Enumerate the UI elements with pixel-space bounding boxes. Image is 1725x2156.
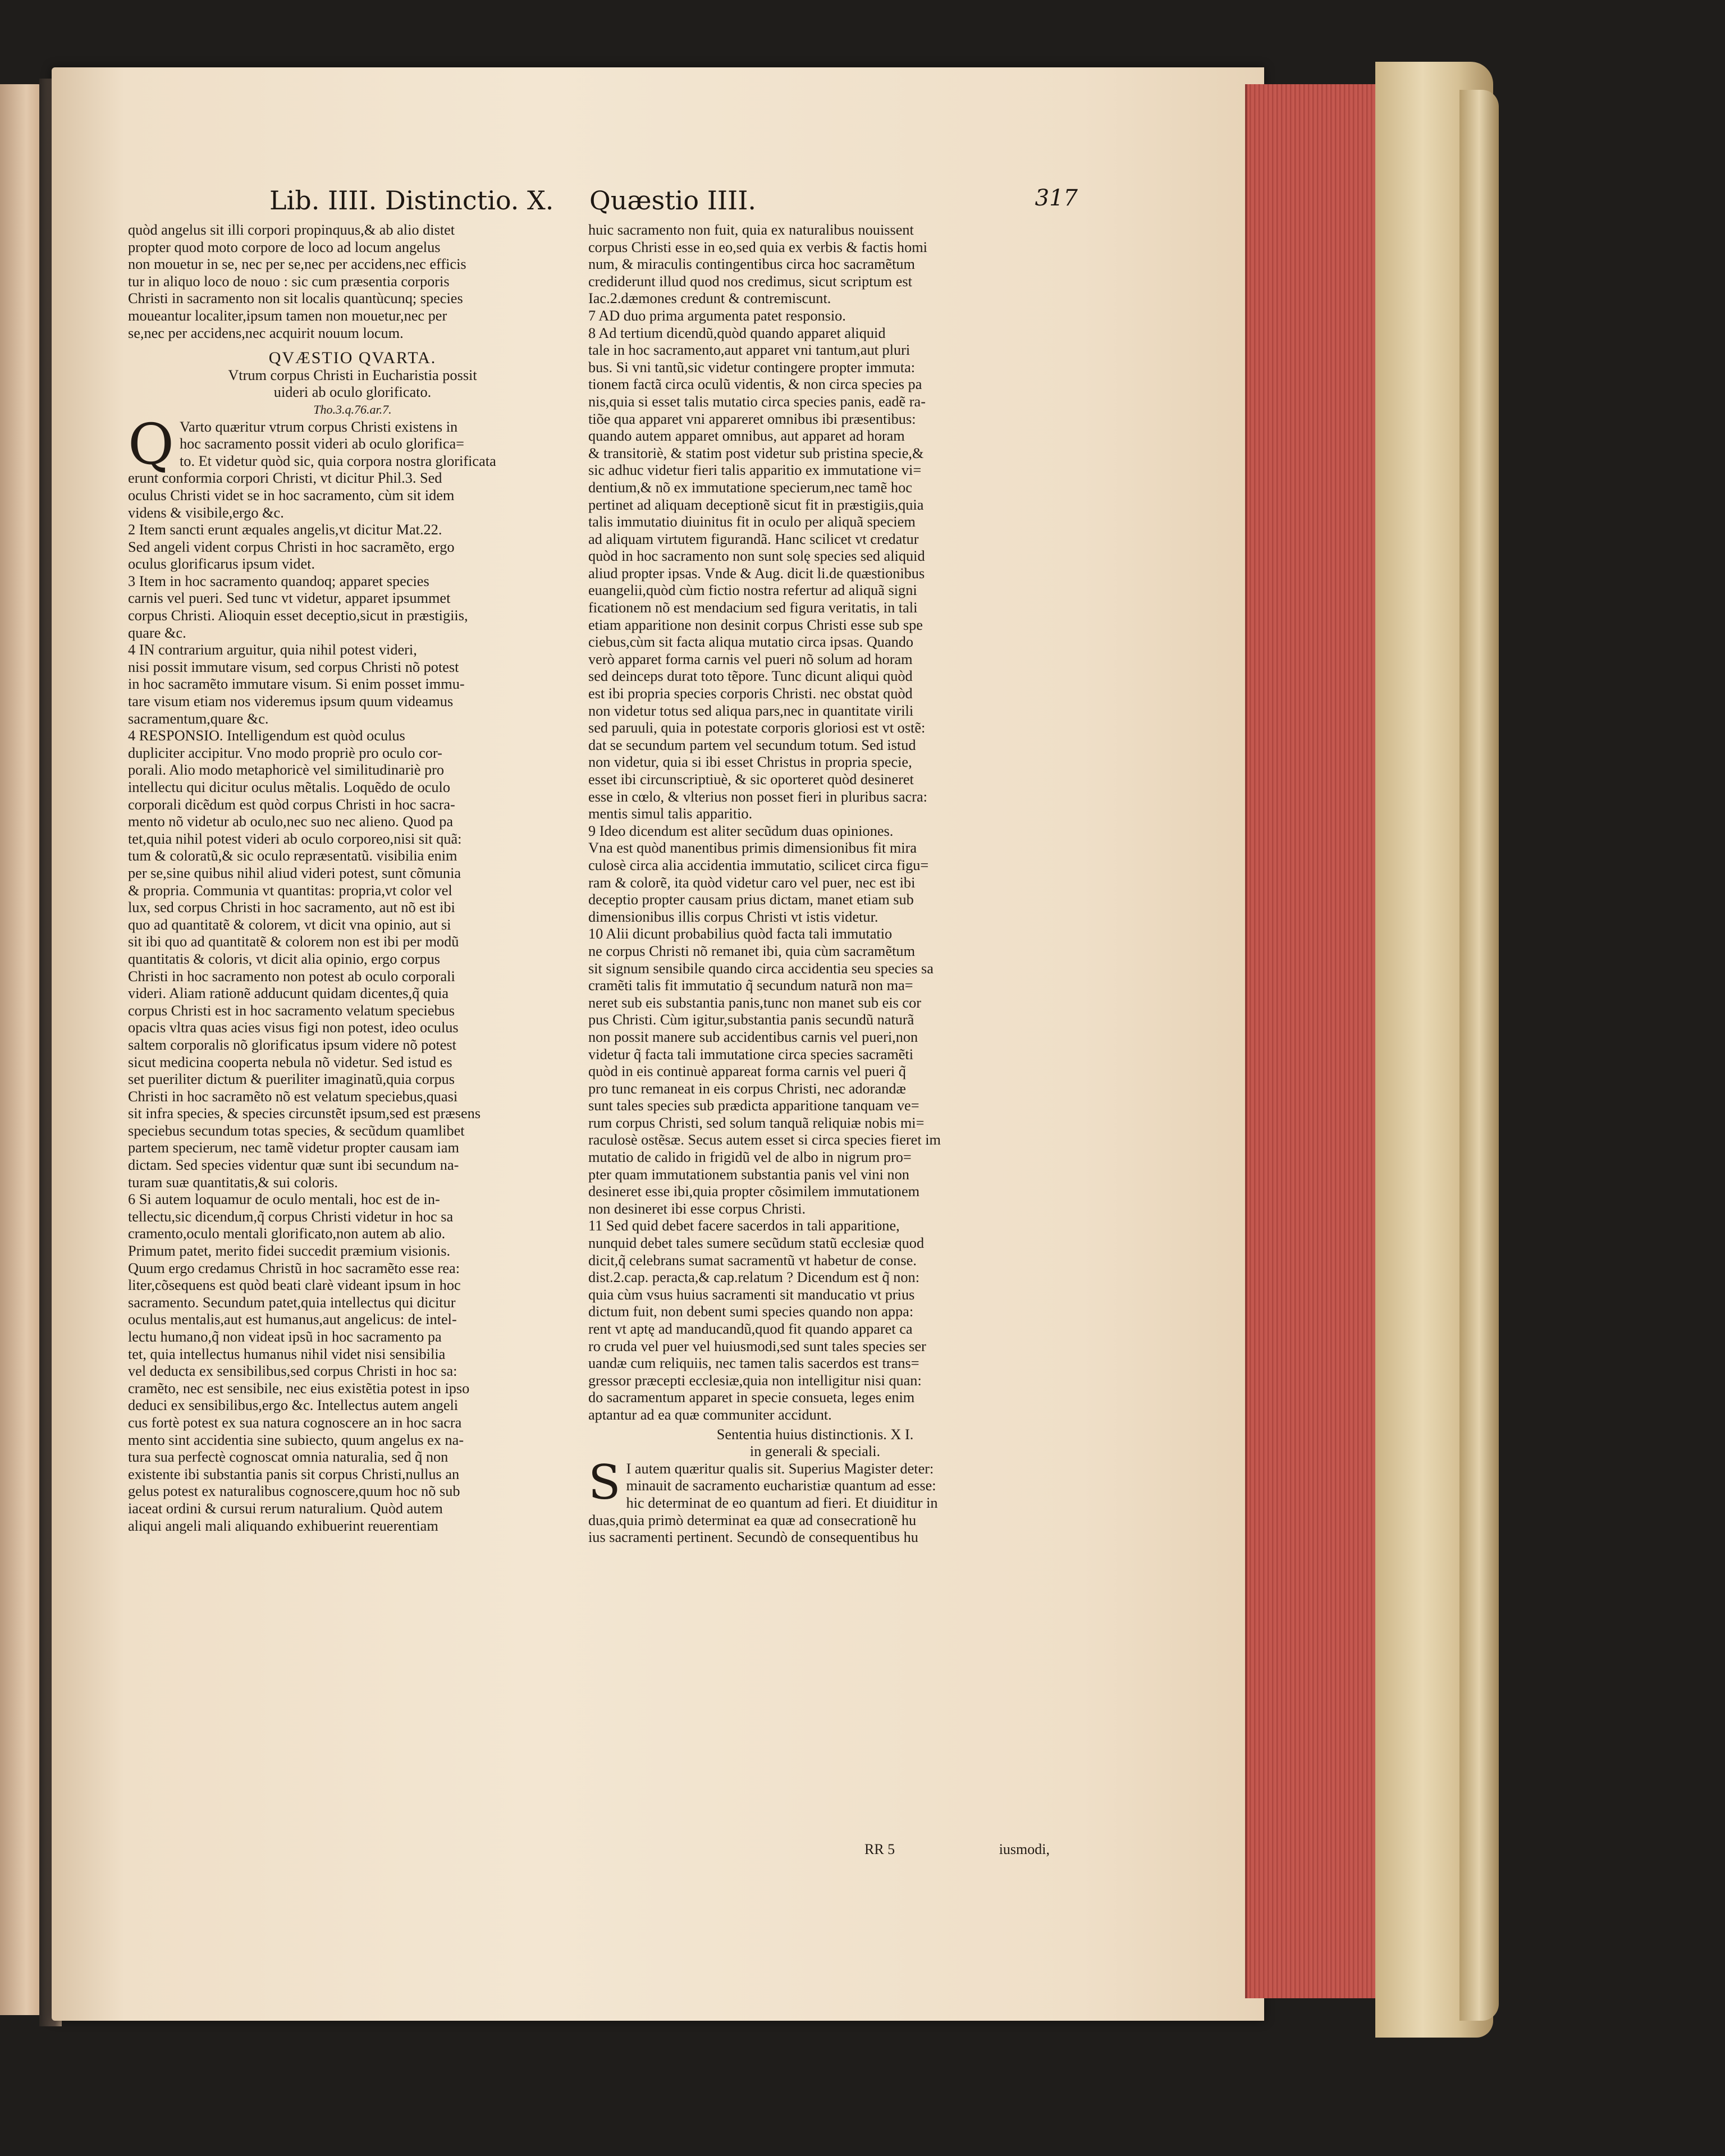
- text-line: quare &c.: [128, 624, 186, 641]
- text-line: non desineret ibi esse corpus Christi.: [588, 1200, 806, 1217]
- right-column: [588, 222, 1042, 1546]
- text-line: lectu humano,q̃ non videat ipsũ in hoc sacramento pa: [128, 1329, 442, 1345]
- text-line: culosè circa alia accidentia immutatio, scilicet circa figu=: [588, 857, 929, 873]
- sententia-title-2: in generali & speciali.: [749, 1443, 881, 1460]
- binding-fold: [1459, 90, 1499, 2021]
- question-title: QVÆSTIO QVARTA.: [268, 349, 437, 368]
- text-line: 9 Ideo dicendum est aliter secũdum duas opiniones.: [588, 822, 894, 839]
- text-line: sed deinceps durat toto tẽpore. Tunc dicunt aliqui quòd: [588, 668, 913, 685]
- text-line: ius sacramenti pertinent. Secundò de consequentibus hu: [588, 1529, 918, 1546]
- sententia-body: [588, 1454, 1042, 1546]
- text-line: sit ibi quo ad quantitatẽ & colorem non est ibi per modũ: [128, 933, 459, 950]
- text-line: mutatio de calido in frigidũ vel de albo in nigrum pro=: [588, 1149, 912, 1166]
- text-line: per se,sine quibus nihil aliud videri potest, sunt cõmunia: [128, 864, 461, 881]
- text-line: rum corpus Christi, sed solum tanquã reliquiæ nobis mi=: [588, 1114, 925, 1131]
- left-column-body: [128, 411, 577, 1535]
- text-line: intellectu qui dicitur oculus mẽtalis. Loquẽdo de oculo: [128, 779, 451, 795]
- text-line: tionem factã circa oculũ videntis, & non circa species pa: [588, 376, 922, 393]
- text-line: Christi in sacramento non sit localis quantùcunq; species: [128, 290, 463, 307]
- text-line: etiam apparitione non desinit corpus Christi esse sub spe: [588, 616, 923, 633]
- text-line: quòd angelus sit illi corpori propinquus,& ab alio distet: [128, 222, 455, 238]
- text-line: dictam. Sed species videntur quæ sunt ibi secundum na-: [128, 1157, 459, 1174]
- text-line: talis immutatio diuinitus fit in oculo per aliquã speciem: [588, 514, 916, 530]
- running-head-left: Lib. IIII. Distinctio. X.: [269, 185, 554, 216]
- text-line: cramẽti talis fit immutatio q̃ secundum naturã non ma=: [588, 977, 913, 994]
- text-line: dictum fuit, non debent sumi species quando non appa:: [588, 1303, 914, 1320]
- text-line: sit signum sensibile quando circa accidentia seu species sa: [588, 960, 934, 977]
- text-line: ram & colorẽ, ita quòd videtur caro vel puer, nec est ibi: [588, 874, 916, 891]
- text-line: dupliciter accipitur. Vno modo propriè pro oculo cor-: [128, 744, 442, 761]
- text-line: quia cùm vsus huius sacramenti sit manducatio vt prius: [588, 1286, 915, 1303]
- text-line: corpus Christi est in hoc sacramento velatum speciebus: [128, 1002, 455, 1019]
- text-line: erunt conformia corpori Christi, vt dicitur Phil.3. Sed: [128, 470, 442, 487]
- text-line: porali. Alio modo metaphoricè vel similitudinariè pro: [128, 762, 445, 779]
- text-line: ne corpus Christi nõ remanet ibi, quia cùm sacramẽtum: [588, 942, 916, 959]
- text-line: tum & coloratũ,& sic oculo repræsentatũ. visibilia enim: [128, 848, 457, 864]
- text-line: videns & visibile,ergo &c.: [128, 504, 284, 521]
- text-line: ciebus,cùm sit facta aliqua mutatio circa ipsas. Quando: [588, 634, 914, 651]
- text-line: cramẽto, nec est sensibile, nec eius existẽtia potest in ipso: [128, 1380, 470, 1397]
- text-line: tur in aliquo loco de nouo : sic cum præsentia corporis: [128, 273, 450, 290]
- text-line: Varto quæritur vtrum corpus Christi existens in: [179, 418, 458, 435]
- text-line: pro tunc remaneat in eis corpus Christi, nec adorandæ: [588, 1080, 906, 1097]
- text-line: pter quam immutationem substantia panis vel vini non: [588, 1166, 909, 1183]
- text-line: se,nec per accidens,nec acquirit nouum locum.: [128, 324, 404, 341]
- text-line: aptantur ad ea quæ communiter accidunt.: [588, 1406, 832, 1423]
- text-line: nunquid debet tales sumere secũdum statũ ecclesiæ quod: [588, 1235, 925, 1252]
- text-line: est ibi propria species corporis Christi. nec obstat quòd: [588, 685, 913, 702]
- text-line: saltem corporalis nõ glorificatus ipsum videre nõ potest: [128, 1036, 456, 1053]
- left-column: [128, 222, 577, 1535]
- text-line: mento sint accidentia sine subiecto, quum angelus ex na-: [128, 1431, 464, 1448]
- text-line: dist.2.cap. peracta,& cap.relatum ? Dicendum est q̃ non:: [588, 1269, 920, 1286]
- text-line: corpus Christi. Alioquin esset deceptio,sicut in præstigiis,: [128, 607, 468, 624]
- text-line: num, & miraculis contingentibus circa hoc sacramẽtum: [588, 256, 916, 273]
- text-line: Primum patet, merito fidei succedit præmium visionis.: [128, 1243, 451, 1260]
- text-line: dentium,& nõ ex immutatione specierum,nec tamẽ hoc: [588, 479, 912, 496]
- text-line: quando autem apparet omnibus, aut apparet ad horam: [588, 428, 905, 445]
- text-line: tellectu,sic dicendum,q̃ corpus Christi videtur in hoc sa: [128, 1208, 454, 1225]
- question-reference: Tho.3.q.76.ar.7.: [313, 402, 392, 416]
- text-line: in hoc sacramẽto immutare visum. Si enim posset immu-: [128, 676, 465, 693]
- text-line: oculus mentalis,aut est humanus,aut angelicus: de intel-: [128, 1311, 457, 1328]
- text-line: sicut medicina cooperta nebula nõ videtur. Sed istud es: [128, 1054, 452, 1070]
- text-line: & transitoriè, & statim post videtur sub pristina specie,&: [588, 445, 924, 461]
- running-head-right: Quæstio IIII.: [589, 185, 757, 216]
- text-line: aliqui angeli mali aliquando exhibuerint reuerentiam: [128, 1517, 438, 1534]
- text-line: verò apparet forma carnis vel pueri nõ solum ad horam: [588, 651, 913, 667]
- text-line: set pueriliter dictum & pueriliter imaginatũ,quia corpus: [128, 1071, 455, 1088]
- red-fore-edge: [1245, 84, 1382, 1998]
- text-line: esse in cœlo, & vlterius non posset fieri in pluribus sacra:: [588, 788, 927, 805]
- text-line: dat se secundum partem vel secundum totum. Sed istud: [588, 736, 916, 753]
- text-line: nisi possit immutare visum, sed corpus Christi nõ potest: [128, 658, 459, 675]
- text-line: neret sub eis substantia panis,tunc non manet sub eis cor: [588, 994, 922, 1011]
- text-line: sacramento. Secundum patet,quia intellectus qui dicitur: [128, 1294, 456, 1311]
- text-line: 6 Si autem loquamur de oculo mentali, hoc est de in-: [128, 1191, 440, 1208]
- text-line: videri. Aliam rationẽ adducunt quidam dicentes,q̃ quia: [128, 985, 449, 1002]
- text-line: dimensionibus illis corpus Christi vt istis videtur.: [588, 908, 878, 925]
- text-line: corpus Christi esse in eo,sed quia ex verbis & factis homi: [588, 239, 927, 255]
- text-line: Christi in hoc sacramento non potest ab oculo corporali: [128, 968, 455, 985]
- text-line: 7 AD duo prima argumenta patet responsio.: [588, 307, 846, 324]
- text-line: rent vt aptę ad manducandũ,quod fit quando apparet ca: [588, 1321, 913, 1337]
- text-line: moueantur localiter,ipsum tamen non mouetur,nec per: [128, 307, 447, 324]
- text-line: oculus glorificarus ipsum videt.: [128, 556, 315, 573]
- text-line: 8 Ad tertium dicendũ,quòd quando apparet aliquid: [588, 324, 886, 341]
- folio-number: 317: [1035, 185, 1078, 211]
- running-head: [269, 185, 1078, 225]
- question-subtitle-2: uideri ab oculo glorificato.: [273, 384, 432, 401]
- text-line: non videtur, quia si ibi esset Christus in propria specie,: [588, 754, 912, 771]
- text-line: nis,quia si esset talis mutatio circa species panis, eadẽ ra-: [588, 393, 926, 410]
- text-line: ad aliquam virtutem figurandã. Hanc scilicet vt credatur: [588, 530, 919, 547]
- text-line: existente ibi substantia panis sit corpus Christi,nullus an: [128, 1466, 460, 1482]
- text-line: Vna est quòd manentibus primis dimensionibus fit mira: [588, 840, 917, 857]
- text-line: minauit de sacramento eucharistiæ quantum ad esse:: [626, 1477, 936, 1494]
- text-line: ro cruda vel puer vel huiusmodi,sed sunt tales species ser: [588, 1338, 926, 1354]
- text-line: tale in hoc sacramento,aut apparet vni tantum,aut pluri: [588, 342, 910, 359]
- text-line: 2 Item sancti erunt æquales angelis,vt dicitur Mat.22.: [128, 521, 442, 538]
- right-column-body: [588, 222, 1042, 1424]
- text-line: non mouetur in se, nec per se,nec per accidens,nec efficis: [128, 256, 466, 273]
- text-line: mento nõ videtur ab oculo,nec suo nec alieno. Quod pa: [128, 813, 454, 830]
- text-line: speciebus secundum totas species, & secũdum quamlibet: [128, 1122, 465, 1139]
- text-line: quantitatis & coloris, vt dicit alia opinio, ergo corpus: [128, 950, 441, 967]
- text-line: gressor præcepti ecclesiæ,quia non intelligitur nisi quan:: [588, 1372, 922, 1389]
- question-subtitle-1: Vtrum corpus Christi in Eucharistia possit: [228, 367, 477, 383]
- text-line: huic sacramento non fuit, quia ex naturalibus nouissent: [588, 222, 914, 238]
- text-line: iaceat ordini & cursui rerum naturalium. Quòd autem: [128, 1500, 443, 1517]
- left-column-intro: [128, 222, 577, 342]
- text-line: uandæ cum reliquiis, nec tamen talis sacerdos est trans=: [588, 1355, 919, 1372]
- text-line: lux, sed corpus Christi in hoc sacramento, aut nõ est ibi: [128, 899, 455, 916]
- text-line: hic determinat de eo quantum ad fieri. Et diuiditur in: [626, 1494, 938, 1511]
- text-line: tura sua perfectè cognoscat omnia naturalia, sed q̃ non: [128, 1449, 449, 1466]
- text-line: videtur q̃ facta tali immutatione circa species sacramẽti: [588, 1046, 914, 1063]
- text-line: oculus Christi videt se in hoc sacramento, cùm sit idem: [128, 487, 455, 503]
- text-line: Sed angeli vident corpus Christi in hoc sacramẽto, ergo: [128, 538, 455, 555]
- text-line: non videtur totus sed aliqua pars,nec in quantitate virili: [588, 702, 914, 719]
- drop-capital-q: Q: [128, 411, 174, 477]
- text-line: deceptio propter causam prius dictam, manet etiam sub: [588, 891, 914, 908]
- text-line: esset ibi circunscriptiuè, & sic oporteret quòd desineret: [588, 771, 914, 788]
- text-line: deduci ex sensibilibus,ergo &c. Intellectus autem angeli: [128, 1397, 459, 1414]
- text-line: sit infra species, & species circunstẽt ipsum,sed est præsens: [128, 1105, 481, 1122]
- text-line: Quum ergo credamus Christũ in hoc sacramẽto esse rea:: [128, 1260, 460, 1276]
- text-line: do sacramentum apparet in specie consueta, leges enim: [588, 1389, 915, 1406]
- catchword: iusmodi,: [999, 1841, 1050, 1857]
- text-line: 4 IN contrarium arguitur, quia nihil potest videri,: [128, 642, 417, 658]
- text-line: Iac.2.dæmones credunt & contremiscunt.: [588, 290, 831, 307]
- text-line: duas,quia primò determinat ea quæ ad consecrationẽ hu: [588, 1512, 917, 1528]
- text-line: sic adhuc videtur fieri talis apparitio ex immutatione vi=: [588, 462, 922, 479]
- drop-capital-s: S: [588, 1454, 621, 1510]
- text-line: sacramentum,quare &c.: [128, 710, 269, 727]
- text-line: gelus potest ex naturalibus cognoscere,quum hoc nõ sub: [128, 1483, 460, 1500]
- text-line: tet, quia intellectus humanus nihil videt nisi sensibilia: [128, 1345, 446, 1362]
- text-line: tiõe qua apparet vni appareret omnibus ibi præsentibus:: [588, 410, 916, 427]
- text-line: & propria. Communia vt quantitas: propria,vt color vel: [128, 882, 452, 899]
- text-line: carnis vel pueri. Sed tunc vt videtur, apparet ipsummet: [128, 590, 451, 607]
- signature-mark: RR 5: [864, 1841, 895, 1857]
- text-line: bus. Si vni tantũ,sic videtur contingere propter immuta:: [588, 359, 916, 376]
- text-line: ficationem nõ est mendacium sed figura veritatis, in tali: [588, 599, 918, 616]
- text-line: cramento,oculo mentali glorificato,non autem ab alio.: [128, 1225, 446, 1242]
- text-line: quòd in hoc sacramento non sunt solę species sed aliquid: [588, 548, 925, 565]
- text-line: 4 RESPONSIO. Intelligendum est quòd oculus: [128, 727, 405, 744]
- text-line: desineret esse ibi,quia propter cõsimilem immutationem: [588, 1183, 920, 1200]
- text-line: dicit,q̃ celebrans sumat sacramentũ vt habetur de conse.: [588, 1252, 917, 1269]
- text-line: partem specierum, nec tamẽ videtur propter causam iam: [128, 1139, 459, 1156]
- text-line: non possit manere sub accidentibus carnis vel pueri,non: [588, 1028, 918, 1045]
- text-line: quòd in eis continuè appareat forma carnis vel pueri q̃: [588, 1063, 906, 1080]
- text-line: opacis vltra quas acies visus figi non potest, ideo oculus: [128, 1019, 459, 1036]
- text-line: crediderunt illud quod nos credimus, sicut scriptum est: [588, 273, 912, 290]
- text-line: vel deducta ex sensibilibus,sed corpus Christi in hoc sa:: [128, 1363, 457, 1380]
- text-line: cus fortè potest ex sua natura cognoscere an in hoc sacra: [128, 1414, 462, 1431]
- text-line: Christi in hoc sacramẽto nõ est velatum speciebus,quasi: [128, 1088, 458, 1105]
- text-line: aliud propter ipsas. Vnde & Aug. dicit li.de quæstionibus: [588, 565, 925, 582]
- text-line: propter quod moto corpore de loco ad locum angelus: [128, 239, 441, 255]
- text-line: liter,cõsequens est quòd beati clarè videant ipsum in hoc: [128, 1277, 461, 1294]
- text-line: hoc sacramento possit videri ab oculo glorifica=: [179, 436, 464, 452]
- text-line: pus Christi. Cùm igitur,substantia panis secundũ naturã: [588, 1011, 914, 1028]
- text-line: quo ad quantitatẽ & colorem, vt dicit vna opinio, aut si: [128, 916, 451, 933]
- text-line: tet,quia nihil potest videri ab oculo corporeo,nisi sit quã:: [128, 830, 462, 847]
- text-line: 3 Item in hoc sacramento quandoq; apparet species: [128, 573, 429, 589]
- text-line: tare visum etiam nos videremus ipsum quum videamus: [128, 693, 454, 710]
- text-line: raculosè ostẽsæ. Secus autem esset si circa species fieret im: [588, 1132, 941, 1148]
- text-line: to. Et videtur quòd sic, quia corpora nostra glorificata: [179, 452, 496, 469]
- text-line: sed paruuli, quia in potestate corporis gloriosi est vt ostẽ:: [588, 720, 926, 736]
- text-line: corporali dicẽdum est quòd corpus Christi in hoc sacra-: [128, 796, 455, 813]
- text-line: sunt tales species sub prædicta apparitione tanquam ve=: [588, 1097, 919, 1114]
- text-line: turam suæ quantitatis,& sui coloris.: [128, 1174, 338, 1191]
- text-line: pertinet ad aliquam deceptionẽ sicut fit in præstigiis,quia: [588, 496, 924, 513]
- text-line: 10 Alii dicunt probabilius quòd facta tali immutatio: [588, 926, 893, 942]
- facing-page-edge: [0, 84, 44, 2015]
- text-line: 11 Sed quid debet facere sacerdos in tali apparitione,: [588, 1217, 900, 1234]
- text-line: mentis simul talis apparitio.: [588, 805, 753, 822]
- sententia-title-1: Sententia huius distinctionis. X I.: [716, 1426, 914, 1443]
- text-line: euangelii,quòd cùm fictio nostra refertur ad aliquã signi: [588, 582, 917, 599]
- text-line: I autem quæritur qualis sit. Superius Magister deter:: [626, 1460, 934, 1477]
